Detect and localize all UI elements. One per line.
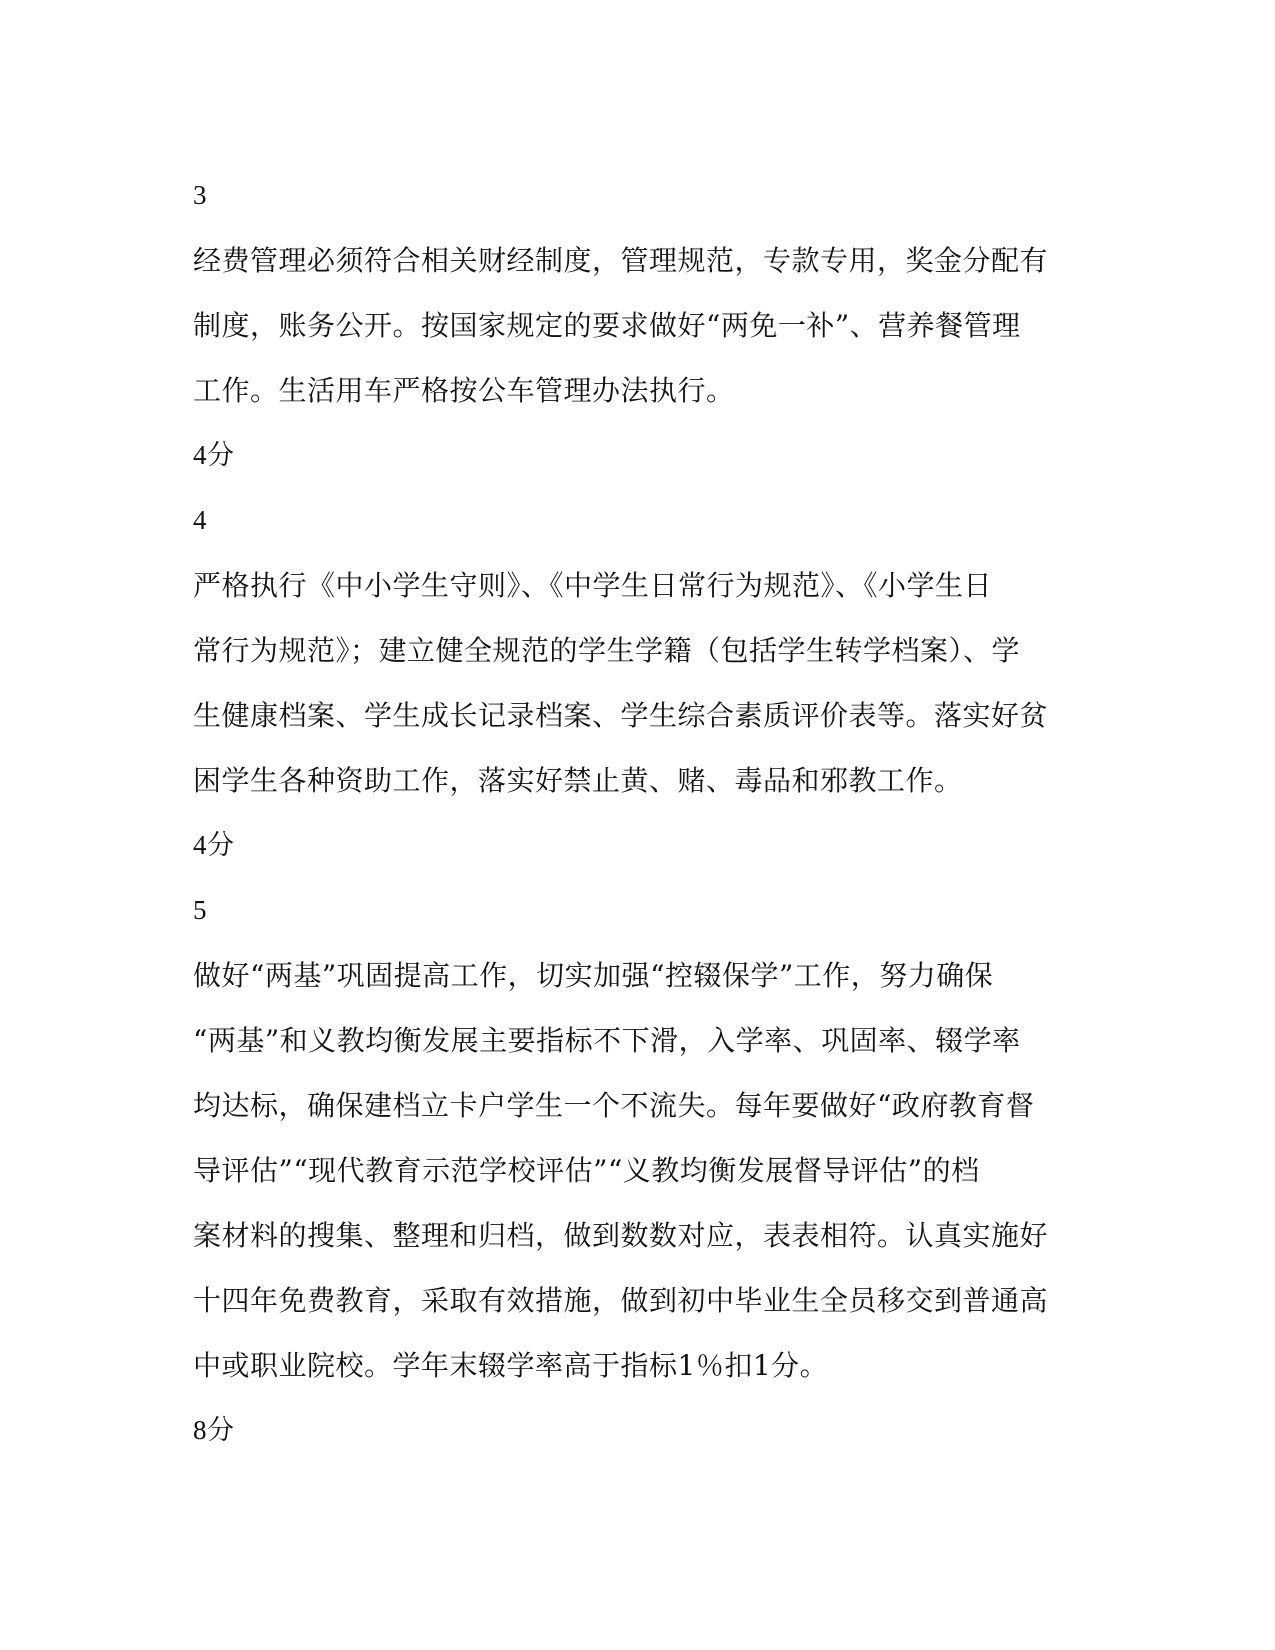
item-text-line: 常行为规范》；建立健全规范的学生学籍（包括学生转学档案）、学 xyxy=(193,634,1021,667)
item-text xyxy=(193,553,1073,813)
item-text-line: 导评估”“现代教育示范学校评估”“义教均衡发展督导评估”的档 xyxy=(193,1154,980,1187)
item-text-line: 中或职业院校。学年末辍学率高于指标1％扣1分。 xyxy=(193,1349,829,1382)
document-content xyxy=(193,163,1073,1463)
item-score: 8分 xyxy=(193,1415,235,1445)
item-text-line: 案材料的搜集、整理和归档，做到数数对应，表表相符。认真实施好 xyxy=(193,1219,1049,1252)
item-text-line: 严格执行《中小学生守则》、《中学生日常行为规范》、《小学生日 xyxy=(193,569,993,602)
criteria-item xyxy=(193,488,1073,878)
criteria-item xyxy=(193,163,1073,488)
item-text-line: 做好“两基”巩固提高工作，切实加强“控辍保学”工作，努力确保 xyxy=(193,959,994,992)
item-number: 4 xyxy=(193,505,207,535)
item-number: 5 xyxy=(193,895,207,925)
criteria-item xyxy=(193,878,1073,1463)
item-text-line: 均达标，确保建档立卡户学生一个不流失。每年要做好“政府教育督 xyxy=(193,1089,1035,1122)
item-text xyxy=(193,228,1073,423)
item-number: 3 xyxy=(193,180,207,210)
item-text-line: 工作。生活用车严格按公车管理办法执行。 xyxy=(193,374,735,407)
item-text xyxy=(193,943,1073,1398)
item-text-line: “两基”和义教均衡发展主要指标不下滑，入学率、巩固率、辍学率 xyxy=(193,1024,1021,1057)
item-text-line: 生健康档案、学生成长记录档案、学生综合素质评价表等。落实好贫 xyxy=(193,699,1049,732)
item-score: 4分 xyxy=(193,440,235,470)
item-text-line: 十四年免费教育，采取有效措施，做到初中毕业生全员移交到普通高 xyxy=(193,1284,1049,1317)
item-score: 4分 xyxy=(193,830,235,860)
item-text-line: 制度，账务公开。按国家规定的要求做好“两免一补”、营养餐管理 xyxy=(193,309,1021,342)
item-text-line: 经费管理必须符合相关财经制度，管理规范，专款专用，奖金分配有 xyxy=(193,244,1049,277)
item-text-line: 困学生各种资助工作，落实好禁止黄、赌、毒品和邪教工作。 xyxy=(193,764,963,797)
